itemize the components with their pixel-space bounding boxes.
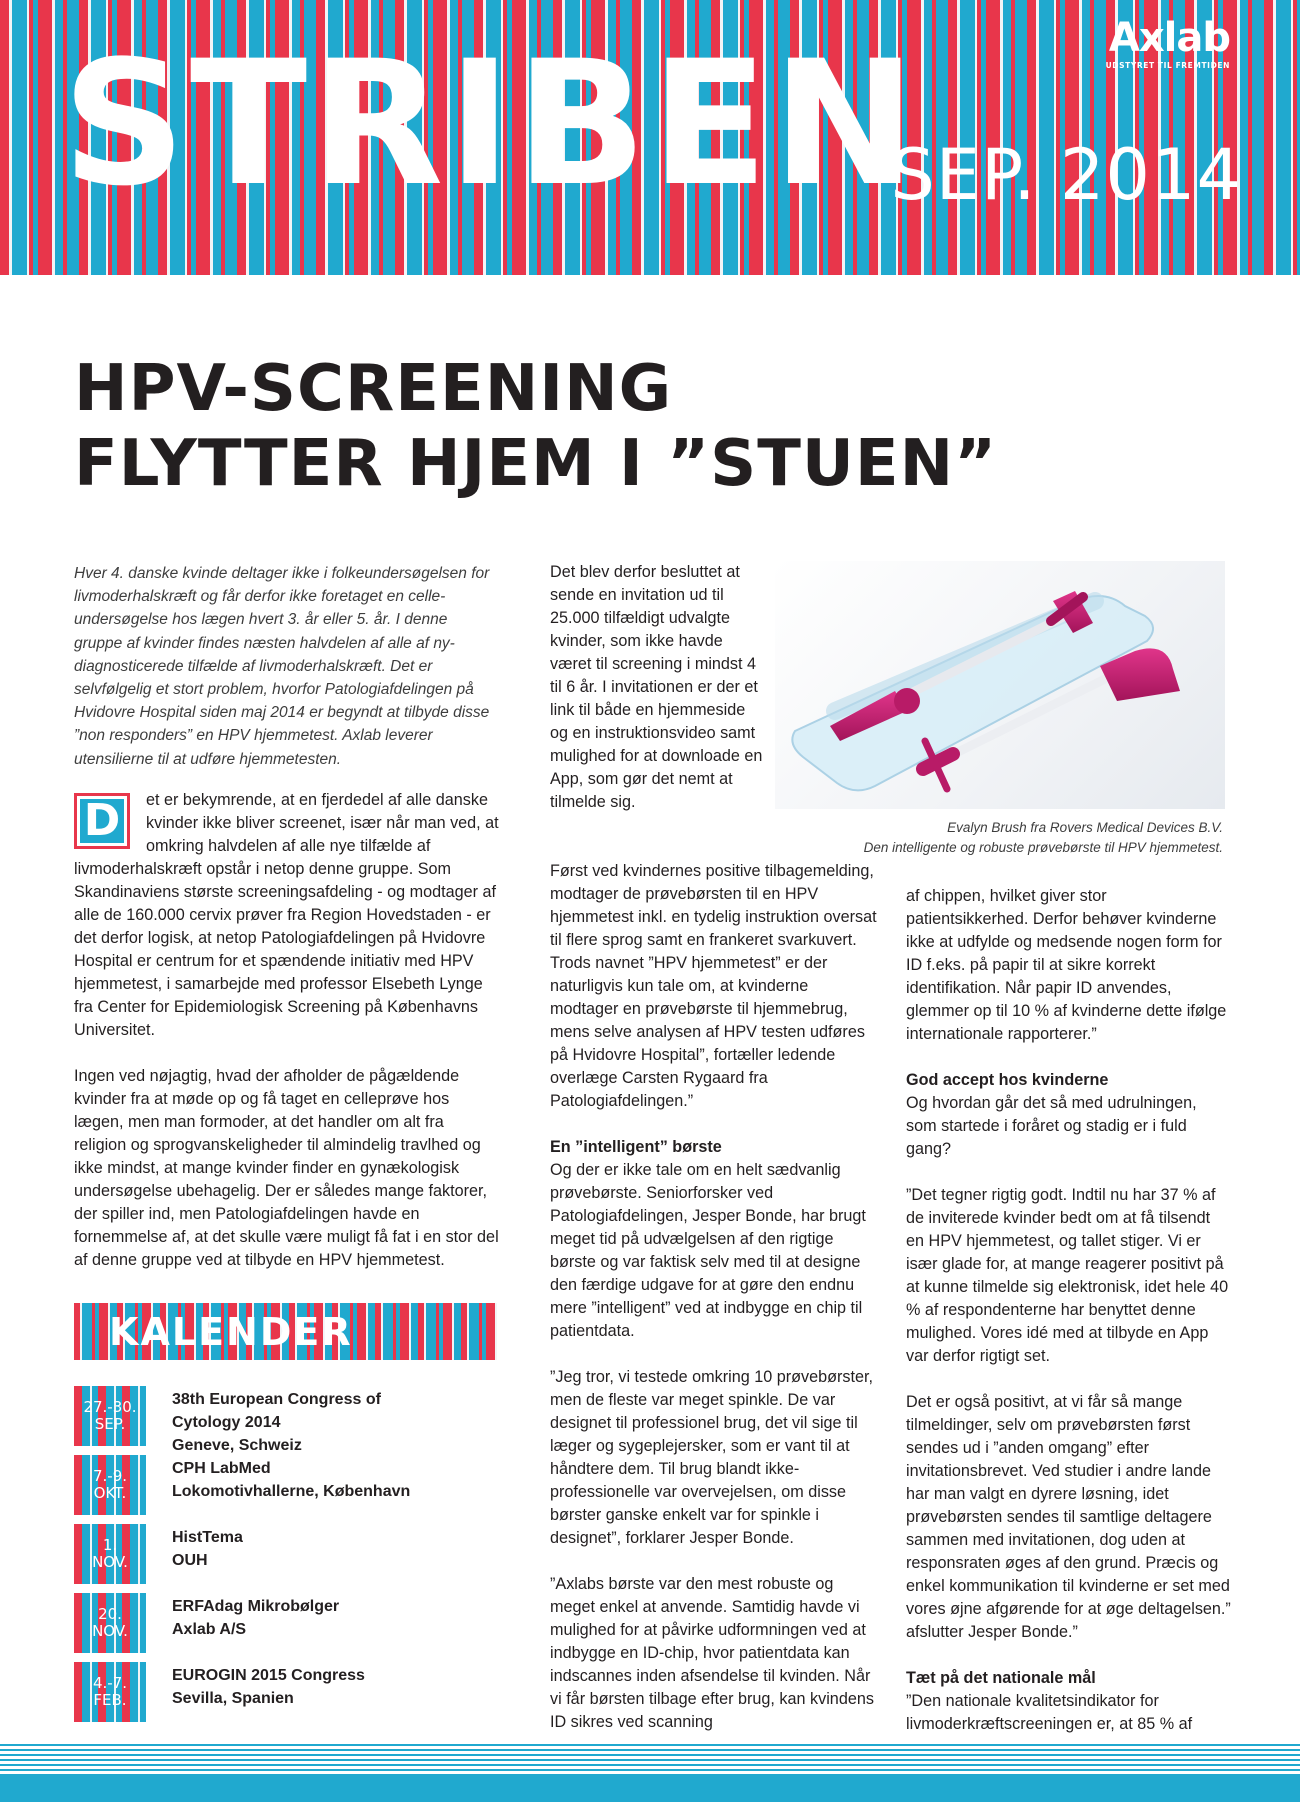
event-date-month: NOV.: [92, 1553, 128, 1571]
event-date-month: NOV.: [92, 1622, 128, 1640]
column-2-top: [550, 561, 765, 837]
brush-illustration: [775, 561, 1225, 809]
column-3: [906, 885, 1231, 1759]
column-2: [550, 860, 880, 1757]
event-date-days: 4.-7.: [92, 1674, 128, 1692]
event-date-month: FEB.: [93, 1691, 127, 1709]
event-name: HistTema: [172, 1529, 243, 1546]
event-date-days: 7.-9.: [92, 1467, 128, 1485]
logo-name: Axlab: [1108, 15, 1230, 61]
col3-paragraph-4: Det er også positivt, at vi får så mange tilmeldinger, selv om prøvebørsten først sendes ud i ”anden omgang” efter invitationsbrevet. Ved studier i andre lande har man valgt en dyrere løsning, idet prøvebørsten sendes til samtlige deltagere sammen med invitationen, dog uden at responsraten øges af den grund. Præcis og enkel kommunikation til kvinderne er set med vores øjne afgørende for at øge deltagelsen.” afslutter Jesper Bonde.”: [906, 1393, 1231, 1641]
event-name: CPH LabMed: [172, 1460, 271, 1477]
event-info: [172, 1457, 410, 1503]
event-date-badge: [74, 1386, 146, 1446]
event-info: [172, 1664, 365, 1710]
calendar-list: [74, 1386, 504, 1731]
col3-paragraph-5: ”Den nationale kvalitetsindikator for livmoderkræftscreeningen er, at 85 % af: [906, 1692, 1193, 1733]
col1-paragraph-1: [74, 789, 500, 1042]
event-info: [172, 1526, 243, 1572]
article-headline: [74, 352, 1224, 502]
col2-paragraph-3: Og der er ikke tale om en helt sædvanlig prøvebørste. Seniorforsker ved Patologiafdelingen, Jesper Bonde, har brugt meget tid på udvælgelsen af den rigtige børste og var faktisk selv med til at designe den færdige udgave for at gøre den endnu mere ”intelligent” ved at indbygge en chip til patientdata.: [550, 1161, 866, 1340]
calendar-event: [74, 1524, 504, 1593]
event-date-days: 20.: [98, 1605, 122, 1623]
col2-paragraph-4: ”Jeg tror, vi testede omkring 10 prøvebørster, men de fleste var meget spinkle. De var designet til professionel brug, det vil sige til læger og sygeplejersker, som er vant til at håndtere dem. Til brug blandt ikke-professionelle var overvejelsen, om disse børster ganske enkelt var for spinkle i designet”, forklarer Jesper Bonde.: [550, 1368, 873, 1547]
event-location: Geneve, Schweiz: [172, 1437, 302, 1454]
calendar-event: [74, 1455, 504, 1524]
event-date-badge: [74, 1662, 146, 1722]
event-name-2: Cytology 2014: [172, 1414, 281, 1431]
event-location: OUH: [172, 1552, 208, 1569]
event-location: Lokomotivhallerne, København: [172, 1483, 411, 1500]
blister-pack: [792, 596, 1153, 790]
col1-p1-text: et er bekymrende, at en fjerdedel af alle danske kvinder ikke bliver screenet, især når man ved, at omkring halvdelen af alle nye tilfælde af livmoderhalskræft opstår i netop denne gruppe. Som Skandinaviens største screeningsafdeling - og modtager af alle de 160.000 cervix prøver fra Region Hovedstaden - er det derfor logisk, at netop Patologiafdelingen på Hvidovre Hospital er centrum for et spændende initiativ med HPV hjemmetest, i samarbejde med professor Elsebeth Lynge fra Center for Epidemiologisk Screening på Københavns Universitet.: [74, 791, 499, 1039]
col2-paragraph-2: Først ved kvindernes positive tilbagemelding, modtager de prøvebørsten til en HPV hjemmetest inkl. en tydelig instruktion oversat til flere sprog samt en frankeret svarkuvert. Trods navnet ”HPV hjemmetest” er der naturligvis kun tale om, at kvinderne modtager en prøvebørste til hjemmebrug, mens selve analysen af HPV testen udføres på Hvidovre Hospital”, fortæller ledende overlæge Carsten Rygaard fra Patologiafdelingen.”: [550, 862, 877, 1110]
photo-caption: [775, 818, 1223, 858]
column-1: [74, 789, 500, 1295]
col3-subheading-1: God accept hos kvinderne: [906, 1071, 1109, 1089]
logo-tagline: UDSTYRET TIL FREMTIDEN: [1105, 61, 1230, 70]
headline-line-2: FLYTTER HJEM I ”STUEN”: [74, 427, 998, 501]
col3-paragraph-3: ”Det tegner rigtig godt. Indtil nu har 37 % af de inviterede kvinder bedt om at få tilsendt en HPV hjemmetest, og tallet stiger. Vi er især glade for, at mange reagerer positivt på at kunne tilmelde sig elektronisk, idet hele 40 % af respondenterne har benyttet denne mulighed. Vores idé med at tilbyde en App var derfor rigtigt set.: [906, 1186, 1229, 1365]
calendar-event: [74, 1662, 504, 1731]
calendar-header: [74, 1303, 497, 1360]
event-date-month: SEP.: [94, 1415, 126, 1433]
caption-line-1: Evalyn Brush fra Rovers Medical Devices B.V.: [947, 820, 1223, 835]
event-info: [172, 1595, 339, 1641]
event-date-days: 27.-30.: [83, 1398, 137, 1416]
col3-subheading-2: Tæt på det nationale mål: [906, 1669, 1096, 1687]
caption-line-2: Den intelligente og robuste prøvebørste til HPV hjemmetest.: [863, 840, 1223, 855]
article-intro: Hver 4. danske kvinde deltager ikke i folkeundersøgelsen for livmoderhalskræft og får derfor ikke foretaget en celle-undersøgelse hos lægen hvert 3. år eller 5. år. I denne gruppe af kvinder findes næsten halvdelen af alle af ny-diagnosticerede tilfælde af livmoderhalskræft. Det er selvfølgelig et stort problem, hvorfor Patologiafdelingen på Hvidovre Hospital siden maj 2014 er begyndt at tilbyde disse ”non responders” en HPV hjemmetest. Axlab leverer utensilierne til at udføre hjemmetesten.: [74, 565, 490, 768]
col2-paragraph-5: ”Axlabs børste var den mest robuste og meget enkel at anvende. Samtidig havde vi mulighed for at påvirke udformningen ved at indbygge en ID-chip, hvor patientdata kan indscannes inden afsendelse til kvinden. Når vi får børsten tilbage efter brug, kan kvindens ID sikres ved scanning: [550, 1575, 874, 1731]
calendar-event: [74, 1593, 504, 1662]
event-date-days: 1.: [102, 1536, 118, 1554]
event-name: 38th European Congress of: [172, 1391, 381, 1408]
headline-line-1: HPV-SCREENING: [74, 352, 673, 426]
event-date-month: OKT.: [93, 1484, 127, 1502]
col1-paragraph-2: Ingen ved nøjagtig, hvad der afholder de pågældende kvinder fra at møde op og få taget en celleprøve hos lægen, men man formoder, at det handler om alt fra religion og sprogvanskeligheder til almindelig travlhed og ikke mindst, at mange kvinder finder en gynækologisk undersøgelse ubehagelig. Der er således mange faktorer, der spiller ind, men Patologiafdelingen havde en fornemmelse af, at det skulle være muligt få fat i en stor del af denne gruppe ved at tilbyde en HPV hjemmetest.: [74, 1067, 499, 1269]
event-date-badge: [74, 1455, 146, 1515]
masthead: [0, 0, 1300, 275]
col3-paragraph-1: af chippen, hvilket giver stor patientsikkerhed. Derfor behøver kvinderne ikke at udfylde og medsende nogen form for ID f.eks. på papir til at sikre korrekt identifikation. Når papir ID anvendes, glemmer op til 10 % af kvinderne dette ifølge internationale rapporterer.”: [906, 887, 1227, 1043]
event-name: ERFAdag Mikrobølger: [172, 1598, 340, 1615]
product-photo: [775, 561, 1225, 809]
event-location: Axlab A/S: [172, 1621, 247, 1638]
calendar-title: KALENDER: [109, 1310, 353, 1354]
col3-paragraph-2: Og hvordan går det så med udrulningen, som startede i foråret og stadig er i fuld gang?: [906, 1094, 1197, 1158]
col2-paragraph-1: Det blev derfor besluttet at sende en invitation ud til 25.000 tilfældigt udvalgte kvinder, som ikke havde været til screening i mindst 4 til 6 år. I invitationen er der et link til både en hjemmeside og en instruktionsvideo samt mulighed for at downloade en App, som gør det nemt at tilmelde sig.: [550, 563, 763, 811]
col2-subheading: En ”intelligent” børste: [550, 1138, 722, 1156]
event-location: Sevilla, Spanien: [172, 1690, 294, 1707]
footer-bar: [0, 1774, 1300, 1802]
event-date-badge: [74, 1593, 146, 1653]
issue-date: SEP. 2014: [890, 134, 1242, 216]
event-info: [172, 1388, 381, 1457]
newsletter-title: STRIBEN: [62, 23, 921, 224]
dropcap: D: [74, 793, 130, 849]
event-name: EUROGIN 2015 Congress: [172, 1667, 365, 1684]
axlab-logo: [1105, 15, 1230, 70]
calendar-event: [74, 1386, 504, 1455]
event-date-badge: [74, 1524, 146, 1584]
